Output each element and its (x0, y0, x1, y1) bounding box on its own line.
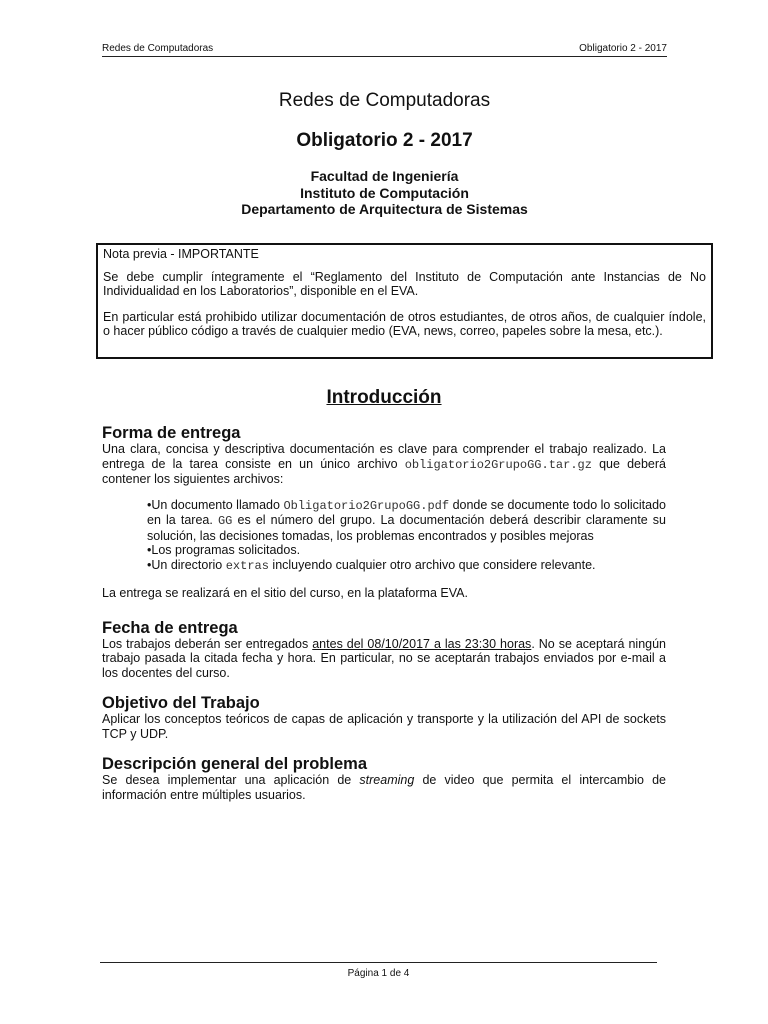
pdf-filename: Obligatorio2GrupoGG.pdf (283, 498, 450, 513)
notice-heading: Nota previa - IMPORTANTE (103, 247, 259, 261)
forma-paragraph-1: Una clara, concisa y descriptiva documentación es clave para comprender el trabajo realizado. La entrega de la tarea consiste en un único archivo obligatorio2GrupoGG.tar.gz que deberá contener los siguientes archivos: (102, 442, 666, 486)
archive-filename: obligatorio2GrupoGG.tar.gz (404, 457, 592, 472)
heading-forma-de-entrega: Forma de entrega (102, 424, 241, 442)
header-assignment-name: Obligatorio 2 - 2017 (579, 43, 667, 54)
document-subtitle: Obligatorio 2 - 2017 (296, 130, 473, 151)
streaming-emphasis: streaming (359, 773, 415, 787)
group-code: GG (217, 514, 233, 528)
notice-paragraph-2: En particular está prohibido utilizar documentación de otros estudiantes, de otros años, de cualquier índole, o hacer público código a través de cualquier medio (EVA, news, correo, papeles sobre la mesa, etc.). (103, 309, 706, 338)
affiliation-department: Departamento de Arquitectura de Sistemas (241, 201, 528, 217)
affiliations (102, 168, 667, 218)
heading-fecha-de-entrega: Fecha de entrega (102, 618, 238, 637)
page-number: Página 1 de 4 (347, 968, 410, 979)
list-item: •Los programas solicitados. (147, 543, 301, 557)
list-item: •Un directorio extras incluyendo cualquier otro archivo que considere relevante. (147, 557, 596, 573)
footer-divider (100, 962, 657, 963)
heading-objetivo: Objetivo del Trabajo (102, 694, 260, 712)
section-title-introduccion: Introducción (326, 387, 442, 408)
main-content (102, 386, 666, 802)
deadline-text: antes del 08/10/2017 a las 23:30 horas (312, 636, 532, 651)
document-title: Redes de Computadoras (278, 90, 491, 111)
notice-paragraph-1: Se debe cumplir íntegramente el “Reglamento del Instituto de Computación ante Instancias de No Individualidad en los Laboratorios”, disponible en el EVA. (103, 269, 706, 298)
affiliation-faculty: Facultad de Ingeniería (310, 168, 459, 184)
forma-paragraph-2: La entrega se realizará en el sitio del curso, en la plataforma EVA. (102, 586, 468, 600)
fecha-paragraph: Los trabajos deberán ser entregados antes del 08/10/2017 a las 23:30 horas. No se aceptará ningún trabajo pasada la citada fecha y hora. En particular, no se aceptarán trabajos enviados por e-mail a los docentes del curso. (102, 636, 666, 680)
extras-directory: extras (225, 558, 269, 573)
header-course-name: Redes de Computadoras (102, 43, 214, 54)
list-item: •Un documento llamado Obligatorio2GrupoGG.pdf donde se documente todo lo solicitado en la tarea. GG es el número del grupo. La documentación deberá describir claramente su solución, las decisiones tomadas, los problemas encontrados y posibles mejoras (147, 497, 667, 543)
objetivo-paragraph: Aplicar los conceptos teóricos de capas de aplicación y transporte y la utilización del API de sockets TCP y UDP. (102, 712, 666, 741)
important-notice-box (96, 243, 713, 359)
heading-descripcion: Descripción general del problema (102, 755, 367, 773)
deliverables-list (147, 498, 666, 574)
affiliation-institute: Instituto de Computación (300, 184, 469, 201)
title-block (102, 90, 667, 218)
running-header (102, 42, 667, 57)
descripcion-paragraph: Se desea implementar una aplicación de streaming de video que permita el intercambio de información entre múltiples usuarios. (102, 773, 666, 802)
